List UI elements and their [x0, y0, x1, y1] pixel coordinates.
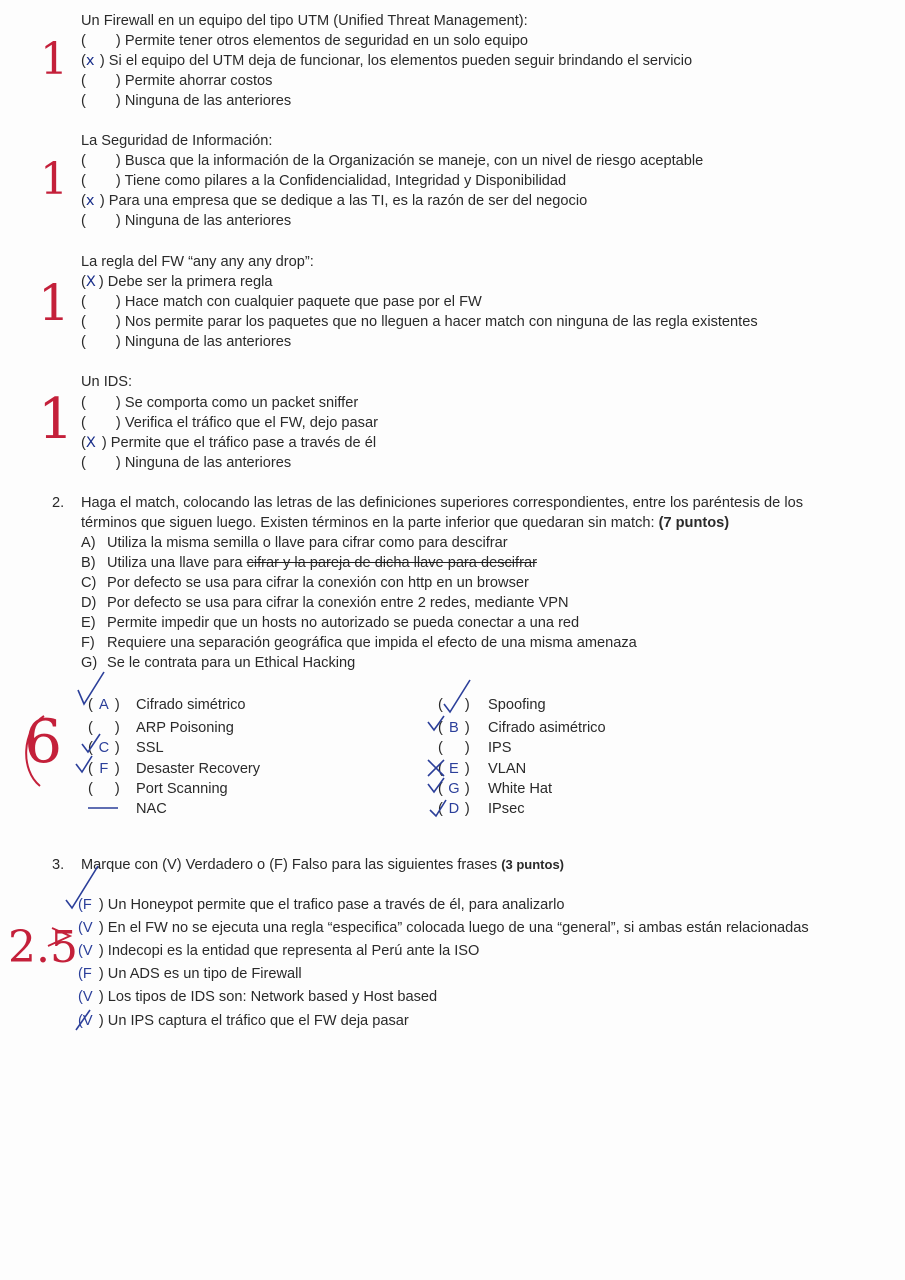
q2-intro-line2: términos que siguen luego. Existen términos en la parte inferior que quedaran sin match: (7 puntos) — [81, 515, 730, 531]
q2-right-term: ( B ) Cifrado asimétrico — [438, 720, 606, 736]
q1-block4-option: ( ) Ninguna de las anteriores — [81, 455, 292, 471]
q1-block4-option: ( ) Verifica el tráfico que el FW, dejo pasar — [81, 415, 378, 431]
q1-block3-title: La regla del FW “any any any drop”: — [81, 254, 314, 270]
q1-block2-option: (x ) Para una empresa que se dedique a las TI, es la razón de ser del negocio — [81, 192, 588, 209]
q3-score: 2.5 — [8, 922, 78, 973]
q2-definition: C) Por defecto se usa para cifrar la conexión con http en un browser — [81, 575, 529, 591]
q1-block1-option: (x ) Si el equipo del UTM deja de funcionar, los elementos pueden seguir brindando el servicio — [81, 52, 693, 69]
q2-left-term: ( A ) Cifrado simétrico — [88, 697, 246, 713]
q2-right-term: ( G ) White Hat — [438, 781, 553, 797]
q1-block2-option: ( ) Busca que la información de la Organización se maneje, con un nivel de riesgo aceptable — [81, 153, 704, 169]
q1-block3-score: 1 — [38, 274, 70, 332]
q2-intro-line1: Haga el match, colocando las letras de las definiciones superiores correspondientes, entre los paréntesis de los — [81, 495, 803, 511]
q1-block3-option: ( ) Hace match con cualquier paquete que pase por el FW — [81, 294, 482, 310]
q3-item: (V ) Los tipos de IDS son: Network based y Host based — [78, 989, 438, 1005]
q1-block1-option: ( ) Permite tener otros elementos de seguridad en un solo equipo — [81, 33, 529, 49]
q2-right-term: ( ) Spoofing — [438, 697, 546, 713]
q2-definition: D) Por defecto se usa para cifrar la conexión entre 2 redes, mediante VPN — [81, 595, 569, 611]
q2-definition: B) Utiliza una llave para cifrar y la pareja de dicha llave para descifrar — [81, 555, 537, 571]
q2-left-term: ( ) ARP Poisoning — [88, 720, 234, 736]
q2-score: 6 — [24, 707, 63, 777]
q2-definition: F) Requiere una separación geográfica que impida el efecto de una misma amenaza — [81, 635, 637, 651]
q2-number: 2. — [52, 495, 65, 511]
q3-item: (V ) Indecopi es la entidad que representa al Perú ante la ISO — [78, 943, 480, 959]
q2-definition: G) Se le contrata para un Ethical Hacking — [81, 655, 356, 671]
q1-block4-title: Un IDS: — [81, 374, 133, 390]
q3-item: (F ) Un Honeypot permite que el trafico pase a través de él, para analizarlo — [78, 897, 565, 913]
q1-block3-option: ( ) Ninguna de las anteriores — [81, 334, 292, 350]
q2-right-term: ( E ) VLAN — [438, 761, 527, 777]
q1-block1-title: Un Firewall en un equipo del tipo UTM (Unified Threat Management): — [81, 13, 528, 29]
q1-block4-score: 1 — [38, 387, 74, 452]
q2-definition: E) Permite impedir que un hosts no autorizado se pueda conectar a una red — [81, 615, 580, 631]
q3-item: (V ) En el FW no se ejecuta una regla “especifica” colocada luego de una “general”, si ambas están relacionadas — [78, 920, 809, 936]
q1-block2-score: 1 — [40, 154, 68, 205]
q3-intro: Marque con (V) Verdadero o (F) Falso para las siguientes frases (3 puntos) — [81, 857, 565, 873]
q2-definition: A) Utiliza la misma semilla o llave para cifrar como para descifrar — [81, 535, 508, 551]
q1-block3-option: (X ) Debe ser la primera regla — [81, 273, 273, 290]
q2-left-term: ( C ) SSL — [88, 740, 164, 756]
q3-number: 3. — [52, 857, 65, 873]
q1-block1-score: 1 — [40, 34, 68, 85]
q2-left-term: ( F ) Desaster Recovery — [88, 761, 261, 777]
q2-left-term: NAC — [136, 801, 167, 817]
q2-left-term: ( ) Port Scanning — [88, 781, 228, 797]
q2-right-term: ( D ) IPsec — [438, 801, 525, 817]
q1-block4-option: ( ) Se comporta como un packet sniffer — [81, 395, 359, 411]
q3-item: (V ) Un IPS captura el tráfico que el FW deja pasar — [78, 1013, 409, 1029]
q1-block2-option: ( ) Ninguna de las anteriores — [81, 213, 292, 229]
q1-block1-option: ( ) Permite ahorrar costos — [81, 73, 273, 89]
q1-block3-option: ( ) Nos permite parar los paquetes que no lleguen a hacer match con ninguna de las regla existentes — [81, 314, 758, 330]
q1-block4-option: (X ) Permite que el tráfico pase a través de él — [81, 434, 377, 451]
q3-item: (F ) Un ADS es un tipo de Firewall — [78, 966, 302, 982]
q1-block2-title: La Seguridad de Información: — [81, 133, 273, 149]
q2-right-term: ( ) IPS — [438, 740, 512, 756]
q1-block1-option: ( ) Ninguna de las anteriores — [81, 93, 292, 109]
q1-block2-option: ( ) Tiene como pilares a la Confidencialidad, Integridad y Disponibilidad — [81, 173, 567, 189]
